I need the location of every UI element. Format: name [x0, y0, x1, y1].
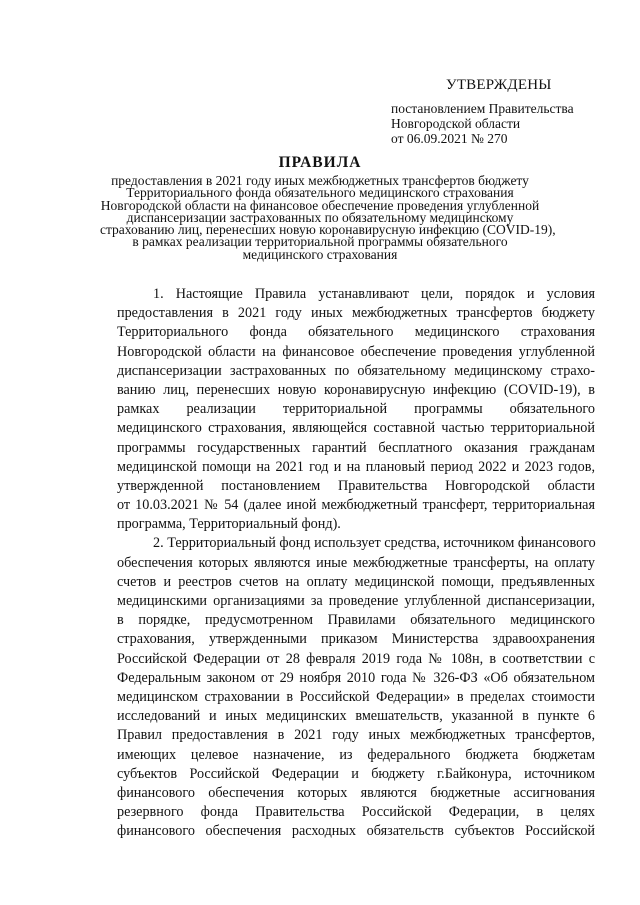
subtitle-line: Территориального фонда обязательного медицинского страхования	[126, 185, 514, 201]
body-line: Правил предоставления в 2021 году иных межбюджетных трансфертов,	[117, 727, 595, 744]
subtitle-line: диспансеризации застрахованных по обязательному медицинскому	[126, 209, 514, 225]
body-line: финансового обеспечения расходных обязательств субъектов Российской	[117, 823, 595, 840]
body-line: Территориального фонда обязательного медицинского страхования	[117, 324, 595, 341]
body-line: обеспечения которых являются иные межбюджетные трансферты, на оплату	[117, 554, 595, 571]
body-line: страхования, утвержденными приказом Министерства здравоохранения	[117, 631, 595, 648]
body-line: медицинскими организациями за проведение углубленной диспансеризации,	[117, 593, 595, 609]
body-line: финансового обеспечения которых являются бюджетные ассигнования	[117, 784, 595, 801]
body-line: Новгородской области на финансовое обеспечение проведения углубленной	[117, 343, 595, 360]
approval-line: постановлением Правительства	[391, 101, 574, 116]
paragraph-2	[117, 534, 595, 841]
approval-line: от 06.09.2021 № 270	[391, 131, 508, 146]
body-line: медицинского страхования, являющейся составной частью территориальной	[117, 420, 595, 437]
body-line: резервного фонда Правительства Российской Федерации, в целях	[117, 804, 595, 821]
document-title: ПРАВИЛА	[278, 154, 362, 171]
approval-spacer	[388, 94, 618, 101]
body-line: рамках реализации территориальной программы обязательного	[117, 401, 595, 418]
body-line: исследований и иных медицинских вмешательств, указанной в пункте 6	[117, 708, 595, 725]
body-line: Российской Федерации от 28 февраля 2019 года № 108н, в соответствии с	[117, 650, 595, 667]
body-line: 1. Настоящие Правила устанавливают цели, порядок и условия	[153, 286, 595, 302]
body-line: утвержденной постановлением Правительства Новгородской области	[117, 477, 595, 494]
body-line: программа, Территориальный фонд).	[117, 516, 341, 533]
body-line: счетов и реестров счетов на оплату медицинской помощи, предъявленных	[117, 573, 595, 590]
body-line: имеющих целевое назначение, из федерального бюджета бюджетам	[117, 746, 595, 763]
subtitle-line: предоставления в 2021 году иных межбюджетных трансфертов бюджету	[111, 173, 529, 188]
body-line: программы государственных гарантий бесплатного оказания гражданам	[117, 439, 595, 456]
body-line: медицинской помощи на 2021 год и на плановый период 2022 и 2023 годов,	[117, 458, 595, 475]
subtitle-line: в рамках реализации территориальной программы обязательного	[132, 234, 508, 250]
body-line: диспансеризации застрахованных по обязательному медицинскому страхо-	[117, 362, 595, 379]
body-line: 2. Территориальный фонд использует средства, источником финансового	[153, 535, 596, 552]
subtitle-line: страхованию лиц, перенесших новую коронавирусную инфекцию (COVID-19),	[100, 222, 556, 238]
document-subtitle	[100, 173, 556, 262]
approval-stamp	[388, 76, 618, 146]
paragraph-1	[117, 285, 595, 534]
approval-title: УТВЕРЖДЕНЫ	[446, 77, 552, 93]
body-line: Федеральным законом от 29 ноября 2010 года № 326-ФЗ «Об обязательном	[117, 669, 595, 686]
body-line: ванию лиц, перенесших новую коронавирусную инфекцию (COVID-19), в	[117, 381, 595, 398]
body-line: субъектов Российской Федерации и бюджету г.Байконура, источником	[117, 765, 595, 782]
approval-line: Новгородской области	[391, 116, 521, 131]
subtitle-line: Новгородской области на финансовое обеспечение проведения углубленной	[100, 197, 540, 213]
body-line: медицинском страховании в Российской Федерации» в пределах стоимости	[117, 688, 595, 705]
body-line: в порядке, предусмотренном Правилами обязательного медицинского	[117, 612, 595, 629]
subtitle-line: медицинского страхования	[242, 246, 398, 262]
body-line: от 10.03.2021 № 54 (далее иной межбюджетный трансферт, территориальная	[117, 497, 595, 514]
document-body	[117, 285, 595, 841]
body-line: предоставления в 2021 году иных межбюджетных трансфертов бюджету	[117, 305, 595, 322]
